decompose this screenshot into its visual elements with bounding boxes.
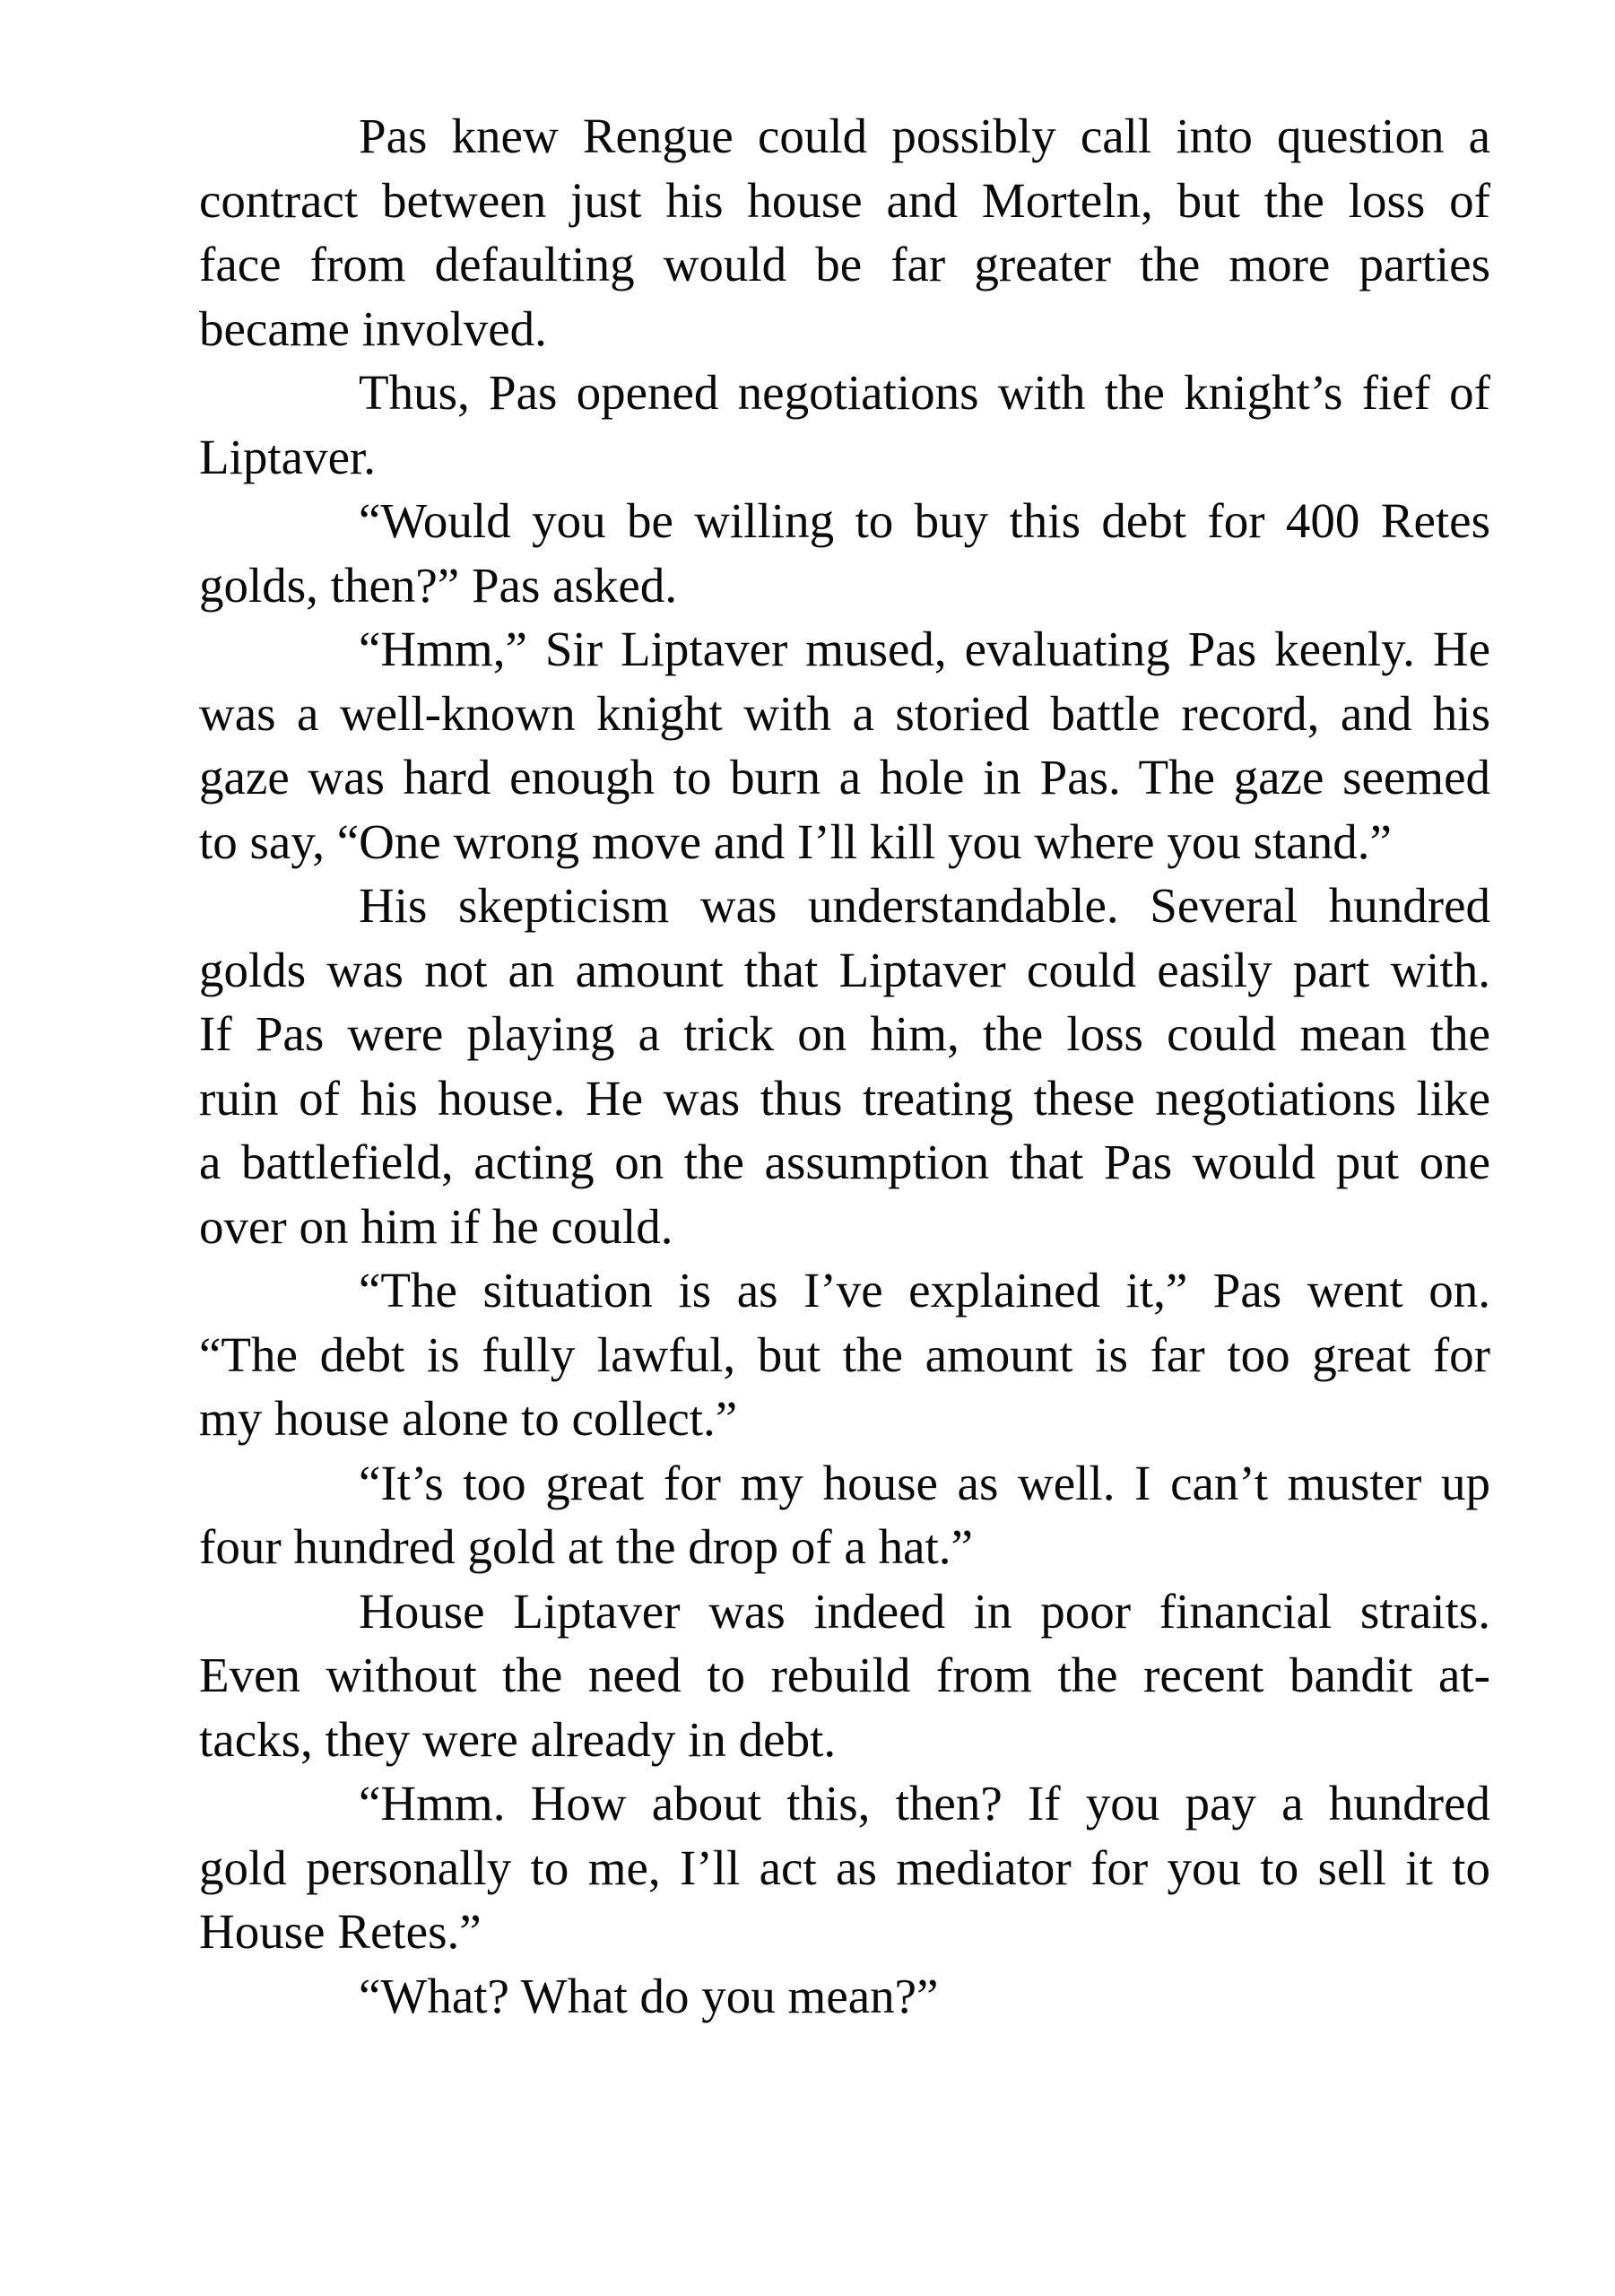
text-line: “Would you be willing to buy this debt for 400 Retes [359,493,1490,548]
text-line: ruin of his house. He was thus treating these negotiations like [199,1070,1490,1126]
paragraph [199,1258,1490,1451]
text-line: If Pas were playing a trick on him, the loss could mean the [199,1006,1490,1061]
text-line: House Liptaver was indeed in poor financial straits. [359,1583,1490,1639]
text-line: “Hmm. How about this, then? If you pay a hundred [359,1776,1490,1831]
text-line: tacks, they were already in debt. [199,1711,837,1767]
paragraph [199,1451,1490,1579]
paragraph [199,1964,1490,2029]
paragraph [199,489,1490,617]
text-line: contract between just his house and Morteln, but the loss of [199,172,1490,228]
text-line: four hundred gold at the drop of a hat.” [199,1519,973,1574]
text-line: face from defaulting would be far greater the more parties [199,237,1490,291]
text-line: became involved. [199,300,547,356]
text-line: His skepticism was understandable. Several hundred [359,878,1490,933]
text-line: “The debt is fully lawful, but the amount is far too great for [199,1326,1490,1382]
text-line: golds, then?” Pas asked. [199,557,678,613]
text-line: Pas knew Rengue could possibly call into question a [359,109,1490,163]
text-line: to say, “One wrong move and I’ll kill you where you stand.” [199,813,1392,869]
paragraph [199,1579,1490,1772]
paragraph [199,874,1490,1258]
text-line: a battlefield, acting on the assumption that Pas would put one [199,1135,1490,1189]
text-line: Even without the need to rebuild from the recent bandit at- [199,1648,1490,1702]
paragraph [199,617,1490,874]
text-line: “Hmm,” Sir Liptaver mused, evaluating Pas keenly. He [359,622,1490,676]
text-line: “The situation is as I’ve explained it,” Pas went on. [359,1263,1490,1318]
text-line: over on him if he could. [199,1198,673,1254]
text-line: golds was not an amount that Liptaver could easily part with. [199,942,1490,997]
text-line: Thus, Pas opened negotiations with the knight’s fief of [359,365,1490,420]
text-line: gaze was hard enough to burn a hole in Pas. The gaze seemed [199,750,1490,804]
text-line: House Retes.” [199,1904,482,1959]
paragraph [199,1771,1490,1964]
text-line: gold personally to me, I’ll act as mediator for you to sell it to [199,1839,1490,1895]
paragraph [199,104,1490,361]
text-line: was a well-known knight with a storied battle record, and his [199,685,1490,741]
text-column [199,104,1490,2028]
text-line: my house alone to collect.” [199,1391,738,1446]
text-line: “It’s too great for my house as well. I can’t muster up [359,1455,1490,1510]
text-line: Liptaver. [199,429,377,484]
text-line: “What? What do you mean?” [359,1968,939,2023]
paragraph [199,361,1490,489]
